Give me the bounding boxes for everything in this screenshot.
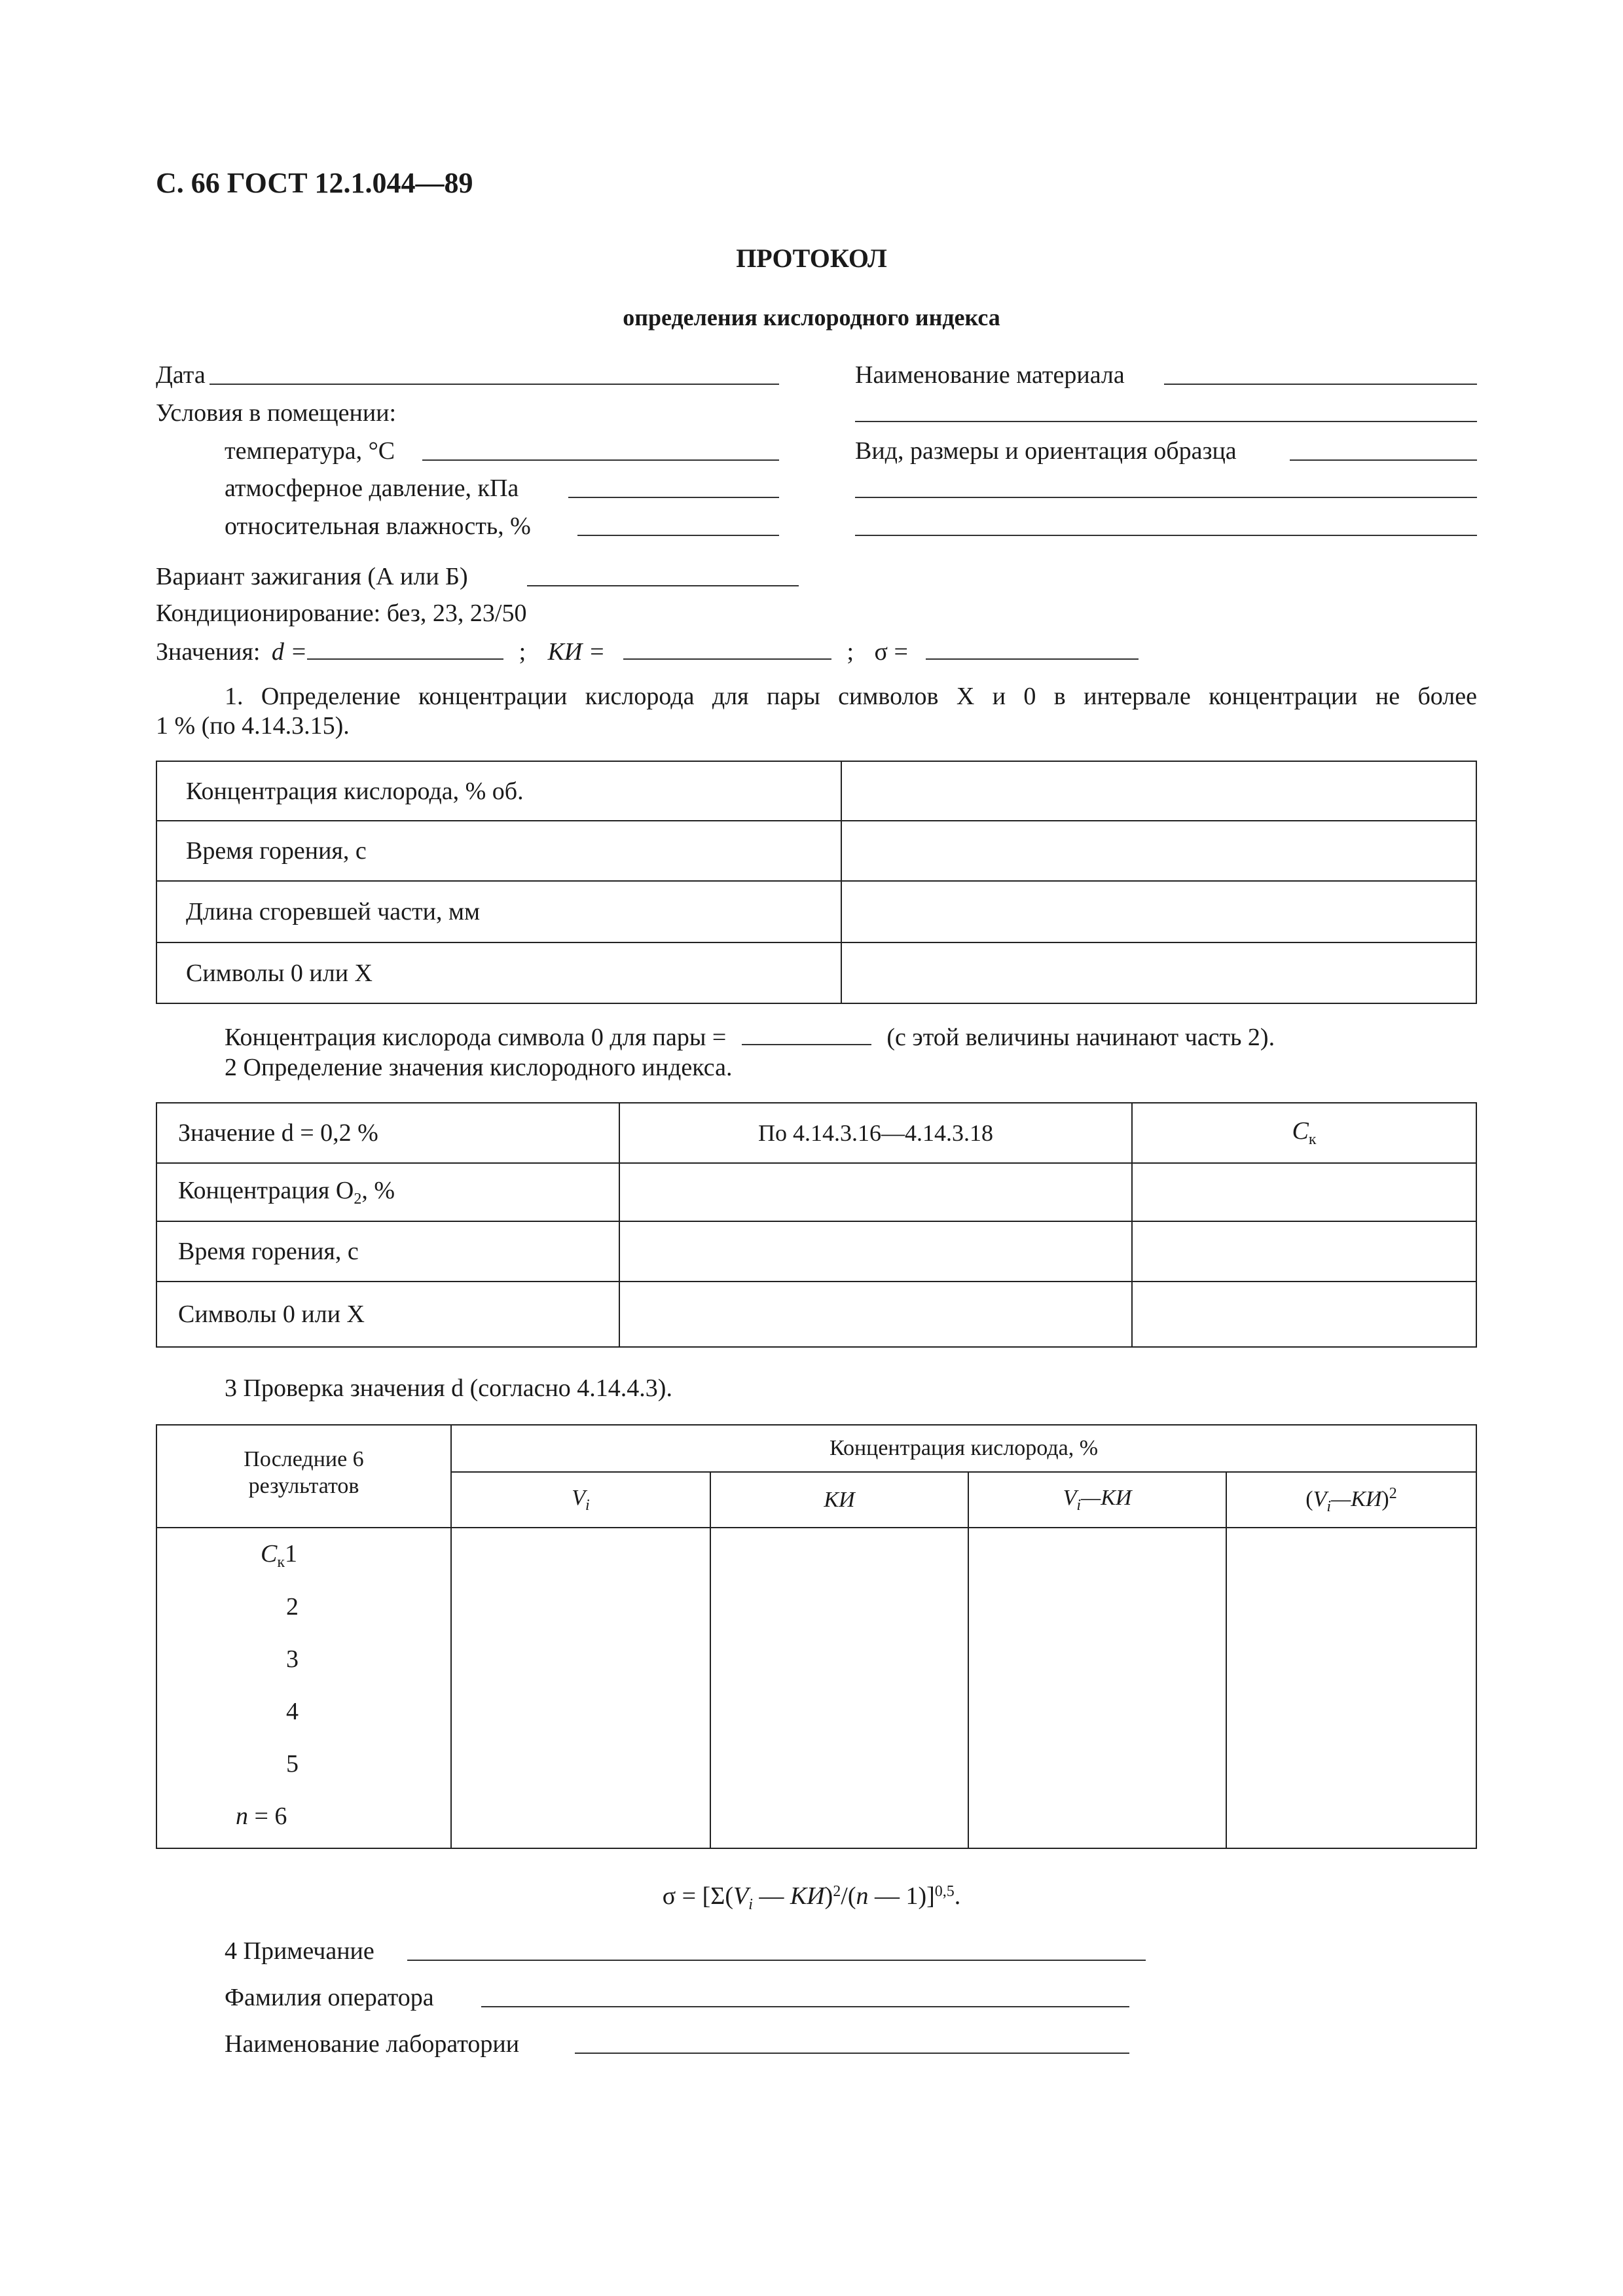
squared-column-cells[interactable]: [1226, 1528, 1476, 1848]
material-name-label: Наименование материала: [855, 361, 1125, 389]
row-label: 2: [286, 1593, 299, 1621]
table-cell-label: Время горения, с: [156, 1221, 619, 1282]
operator-field[interactable]: [481, 2006, 1129, 2007]
concentration-symbol0-note: (с этой величины начинают часть 2).: [886, 1024, 1275, 1051]
table-cell-label: Концентрация $O_2$, %: [156, 1163, 619, 1221]
table-row: [156, 1425, 1476, 1472]
room-conditions-label: Условия в помещении:: [156, 399, 397, 427]
section3-heading: 3 Проверка значения d (согласно 4.14.4.3).: [225, 1374, 672, 1402]
document-subtitle: определения кислородного индекса: [623, 304, 1000, 331]
specimen-field-3[interactable]: [855, 535, 1477, 536]
humidity-label: относительная влажность, %: [225, 512, 531, 540]
page-header: С. 66 ГОСТ 12.1.044—89: [156, 167, 473, 199]
last-results-header: Последние 6 результатов: [156, 1425, 451, 1528]
table-row: [156, 881, 1476, 942]
section1-text-line2: 1 % (по 4.14.3.15).: [156, 712, 350, 740]
section1-text-line1: 1. Определение концентрации кислорода для пары символов Х и 0 в интервале концентрации не более: [225, 683, 1477, 710]
table-cell-input[interactable]: [1132, 1282, 1476, 1347]
sigma-field[interactable]: [926, 639, 1139, 660]
table-cell-label: Длина сгоревшей части, мм: [156, 881, 841, 942]
table-cell-input[interactable]: [619, 1163, 1132, 1221]
document-title: ПРОТОКОЛ: [736, 243, 887, 273]
vi-column-cells[interactable]: [451, 1528, 710, 1848]
ki-field[interactable]: [623, 639, 831, 660]
table-cell-label: Символы 0 или Х: [156, 942, 841, 1003]
oxygen-concentration-header: Концентрация кислорода, %: [451, 1425, 1476, 1472]
row-label: 3: [286, 1645, 299, 1673]
concentration-symbol0-field[interactable]: [742, 1024, 871, 1045]
specimen-label: Вид, размеры и ориентация образца: [855, 437, 1237, 465]
table-header-cell: По 4.14.3.16—4.14.3.18: [619, 1103, 1132, 1163]
table-row: [156, 1528, 1476, 1848]
ignition-label: Вариант зажигания (А или Б): [156, 563, 468, 590]
table-cell-input[interactable]: [841, 881, 1476, 942]
values-label: Значения:: [156, 638, 261, 666]
vi-minus-ki-column-cells[interactable]: [968, 1528, 1226, 1848]
section2-heading: 2 Определение значения кислородного индекса.: [225, 1054, 733, 1081]
humidity-field[interactable]: [577, 535, 779, 536]
specimen-field[interactable]: [1290, 459, 1477, 461]
d-field[interactable]: [307, 639, 503, 660]
section2-table: [156, 1102, 1477, 1348]
table-cell-input[interactable]: [1132, 1221, 1476, 1282]
table-cell-label: Символы 0 или Х: [156, 1282, 619, 1347]
material-name-field[interactable]: [1164, 384, 1477, 385]
note-field[interactable]: [407, 1960, 1146, 1961]
ki-header: КИ: [710, 1472, 968, 1528]
table-header-cell: $C_к$: [1132, 1103, 1476, 1163]
sigma-formula: $\sigma = [\Sigma(V_i$ — КИ)$^2$/(n — 1)]$^{0,5}$.: [662, 1882, 961, 1913]
table-cell-input[interactable]: [619, 1221, 1132, 1282]
sigma-label: σ =: [874, 638, 908, 666]
table-row: [156, 1163, 1476, 1221]
results-labels-cell: [156, 1528, 451, 1848]
values-row: Значения: d = ; КИ = ; σ =: [156, 639, 1139, 664]
section1-table: [156, 761, 1477, 1004]
lab-label: Наименование лаборатории: [225, 2030, 520, 2058]
table-cell-input[interactable]: [841, 942, 1476, 1003]
temperature-field[interactable]: [422, 459, 779, 461]
row-label: 5: [286, 1750, 299, 1778]
ki-label: КИ =: [547, 638, 606, 666]
table-header-cell: Значение d = 0,2 %: [156, 1103, 619, 1163]
vi-header: $V_i$: [451, 1472, 710, 1528]
table-row: [156, 821, 1476, 881]
row-label-ck1: $C_к1$: [261, 1540, 298, 1571]
table-cell-input[interactable]: [619, 1282, 1132, 1347]
table-row: [156, 1221, 1476, 1282]
concentration-symbol0-label: Концентрация кислорода символа 0 для пары =: [225, 1024, 727, 1051]
section3-table: [156, 1424, 1477, 1849]
note-label: 4 Примечание: [225, 1937, 374, 1965]
table-row: [156, 1103, 1476, 1163]
vi-minus-ki-squared-header: $(V_i—КИ)^2$: [1226, 1472, 1476, 1528]
table-row: [156, 942, 1476, 1003]
table-cell-input[interactable]: [841, 761, 1476, 821]
pressure-field[interactable]: [568, 497, 779, 498]
date-label: Дата: [156, 361, 206, 389]
conditioning-label: Кондиционирование: без, 23, 23/50: [156, 600, 527, 627]
row-label-n6: n = 6: [236, 1803, 287, 1830]
ignition-field[interactable]: [527, 585, 799, 586]
specimen-field-2[interactable]: [855, 497, 1477, 498]
table-cell-label: Время горения, с: [156, 821, 841, 881]
ki-column-cells[interactable]: [710, 1528, 968, 1848]
d-label: d =: [271, 638, 308, 666]
table-cell-input[interactable]: [841, 821, 1476, 881]
vi-minus-ki-header: $V_i—КИ$: [968, 1472, 1226, 1528]
table-cell-input[interactable]: [1132, 1163, 1476, 1221]
table-row: [156, 1282, 1476, 1347]
row-label: 4: [286, 1698, 299, 1725]
date-field[interactable]: [210, 384, 779, 385]
operator-label: Фамилия оператора: [225, 1984, 434, 2011]
section1-after-line: [225, 1024, 1275, 1050]
material-name-field-2[interactable]: [855, 421, 1477, 422]
table-row: [156, 761, 1476, 821]
lab-field[interactable]: [575, 2053, 1129, 2054]
pressure-label: атмосферное давление, кПа: [225, 475, 519, 502]
table-cell-label: Концентрация кислорода, % об.: [156, 761, 841, 821]
temperature-label: температура, °С: [225, 437, 395, 465]
